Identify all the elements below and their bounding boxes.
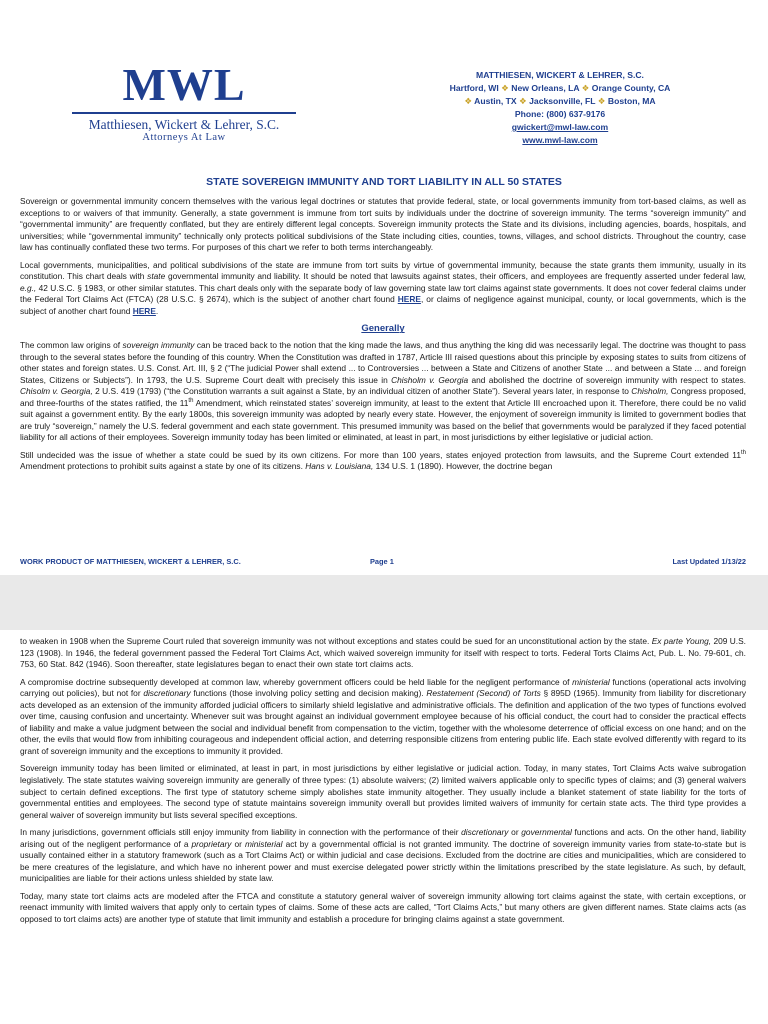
here-link-ftca[interactable]: HERE	[397, 294, 421, 305]
continuation-paragraph: to weaken in 1908 when the Supreme Court ruled that sovereign immunity was not without exceptions and states could be sued for an unconstitutional action by the state. Ex parte Young, 209 U.S. 123 (1908). In 1946, the federal government passed the Federal Tort Claims Act, which waived sovereign immunity for itself with respect to torts. Federal Torts Claims Act, Pub. L. No. 79-601, ch. 753, 60 Stat. 842 (1946). Soon thereafter, state legislatures began to enact their own state tort claims acts.	[20, 636, 746, 670]
diamond-icon: ❖	[464, 96, 473, 106]
footer-page-number: Page 1	[370, 557, 394, 566]
office-location: New Orleans, LA	[511, 83, 580, 93]
section-heading-generally: Generally	[361, 323, 405, 335]
generally-paragraph-1: The common law origins of sovereign immunity can be traced back to the notion that the king made the laws, and thus anything the king did was necessarily legal. The doctrine was thought to pass through to the several states before the founding of this country. When the Constitution was drafted in 1787, Article III raised questions about this principle by exposing states to suits from citizens of other states and foreign states. U.S. Const. Art. III, § 2 (“The judicial Power shall extend ... to Controversies ... between a State and Citizens of another State ... and between a State ... and foreign States, Citizens or Subjects”). In 1793, the U.S. Supreme Court dealt with precisely this issue in Chisholm v. Georgia and abolished the doctrine of sovereign immunity with respect to states. Chisolm v. Georgia, 2 U.S. 419 (1793) (“the Constitution warrants a suit against a State, by an individual citizen of another State”). Several years later, in response to Chisholm, Congress proposed, and three-fourths of the states ratified, the 11th Amendment, which reinstated states’ sovereign immunity, at least to the extent that Article III encroached upon it. Therefore, there could be no valid suit against a government entity. By the early 1800s, this sovereign immunity was adopted by nearly every state. However, the enjoyment of sovereign immunity is limited to government bodies that are truly “sovereign,” namely the U.S. federal government and each state government. This presumed immunity was based on the belief that governments would be paralyzed if they faced potential liability for all actions of their employees. Sovereign immunity today has been limited or eliminated, at least in part, in most jurisdictions by either legislative or judicial action.	[20, 340, 747, 443]
email-link[interactable]: gwickert@mwl-law.com	[511, 122, 609, 132]
page-2-body	[20, 636, 746, 932]
office-location: Austin, TX	[474, 96, 517, 106]
diamond-icon: ❖	[581, 83, 590, 93]
office-location: Jacksonville, FL	[529, 96, 596, 106]
diamond-icon: ❖	[501, 83, 509, 93]
document-title: STATE SOVEREIGN IMMUNITY AND TORT LIABILITY IN ALL 50 STATES	[206, 176, 562, 188]
office-location: Orange County, CA	[591, 83, 671, 93]
office-location: Hartford, WI	[449, 83, 499, 93]
page-2	[0, 630, 768, 1024]
offices-line-1	[410, 82, 710, 95]
here-link-municipal[interactable]: HERE	[132, 305, 156, 316]
footer-work-product: WORK PRODUCT OF MATTHIESEN, WICKERT & LEHRER, S.C.	[20, 557, 241, 566]
offices-line-2	[410, 95, 710, 108]
firm-logo	[66, 60, 302, 144]
intro-paragraph-1: Sovereign or governmental immunity concern themselves with the various legal doctrines or statutes that provide federal, state, or local governments immunity from tort-based claims, as well as exceptions to or waivers of that immunity. Generally, a state government is immune from tort suits by individuals under the doctrine of sovereign immunity. The terms “sovereign immunity” and “governmental immunity” are frequently conflated, but they are entirely different legal concepts. Sovereign immunity protects the State and its divisions, including agencies, boards, hospitals, and universities; while “governmental immunity” technically only protects political subdivisions of the State including cities, counties, towns, villages, and school districts. Throughout the country, case law has continually conflated these two terms. For purposes of this chart we refer to both terms interchangeably.	[20, 196, 746, 253]
diamond-icon: ❖	[597, 96, 606, 106]
generally-paragraph-2: Still undecided was the issue of whether a state could be sued by its own citizens. For more than 100 years, states enjoyed protection from lawsuits, and the Supreme Court extended 11th Amendment protections to prohibit suits against a state by one of its citizens. Hans v. Louisiana, 134 U.S. 1 (1890). However, the doctrine began	[20, 449, 746, 472]
sovereign-immunity-today-paragraph: Sovereign immunity today has been limited or eliminated, at least in part, in most jurisdictions by either legislative or judicial action. Today, in many states, Tort Claims Acts waive subrogation legislatively. The state statutes waiving sovereign immunity are generally of three types: (1) absolute waivers; (2) limited waivers applicable only to specific types of claims; and (3) general waivers subject to certain defined exceptions. The first type of statutory scheme simply abolishes state immunity altogether. They usually include a blanket statement of state liability for the torts of governmental entities and employees. The second type of statute maintains sovereign immunity overall but provides limited waivers of immunity for certain state acts. The third type provides a general waiver of sovereign immunity but lists several specified exceptions.	[20, 763, 746, 820]
logo-tagline: Attorneys At Law	[142, 132, 226, 143]
logo-firm-name: Matthiesen, Wickert & Lehrer, S.C.	[88, 117, 280, 132]
logo-divider	[72, 112, 296, 114]
intro-paragraph-2: Local governments, municipalities, and political subdivisions of the state are immune from tort suits by virtue of governmental immunity, because the state grants them immunity, usually in its constitution. This chart deals with state governmental immunity and liability. It should be noted that lawsuits against states, their officers, and employees are frequently asserted under federal law, e.g., 42 U.S.C. § 1983, or other similar statutes. This chart deals only with the separate body of law governing state law tort claims against state governments. It does not cover federal claims under the Federal Tort Claims Act (FTCA) (28 U.S.C. § 2674), which is the subject of another chart found HERE, or claims of negligence against municipal, county, or local governments, which is the subject of another chart found HERE.	[20, 259, 746, 316]
compromise-doctrine-paragraph: A compromise doctrine subsequently developed at common law, whereby government officers could be held liable for the negligent performance of ministerial functions (operational acts involving carrying out policies), but not for discretionary functions (those involving policy setting and decision making). Restatement (Second) of Torts § 895D (1965). Immunity from liability for discretionary acts developed as an extension of the immunity afforded judicial officers to similarly shield legislative and administrative officials. The definition and application of the two types of functions evolved over time, causing confusion and uncertainty. Whenever suit was brought against an individual government employee because of his official conduct, the court had to consider the practical effects of liability and make a value judgment between the social and individual benefit from compensation to the victim, together with the wholesome deterrence of official excess on one hand; and on the other, the evils that would flow from inhibiting courageous and independent official action, and deterring responsible citizens from entering public life. Each state evolved differently with regard to its grant of sovereign immunity and the exceptions to immunity it provided.	[20, 676, 747, 756]
firm-name: MATTHIESEN, WICKERT & LEHRER, S.C.	[476, 70, 644, 80]
phone-number: Phone: (800) 637-9176	[514, 109, 606, 119]
logo-mark: MWL	[122, 59, 246, 110]
office-location: Boston, MA	[607, 96, 656, 106]
diamond-icon: ❖	[519, 96, 527, 106]
jurisdictions-paragraph: In many jurisdictions, government officials still enjoy immunity from liability in connection with the performance of their discretionary or governmental functions and acts. On the other hand, liability arising out of the negligent performance of a proprietary or ministerial act by a governmental official is not granted immunity. The doctrine of sovereign immunity varies from state-to-state but is usually contained either in a statutory framework (such as a Tort Claims Act) or within judicial and case decisions. Excluded from the doctrine are cities and municipalities, which are considered to be mere creatures of the legislature, and which have no inherent power and must exercise delegated power strictly within the limitations prescribed by the state legislature. As such, by default, municipalities are liable for their actions unless shielded by state law.	[20, 827, 746, 884]
footer-last-updated: Last Updated 1/13/22	[672, 557, 746, 566]
website-link[interactable]: www.mwl-law.com	[522, 135, 598, 145]
contact-block	[410, 69, 710, 147]
page-1-body	[20, 196, 746, 479]
state-tort-claims-paragraph: Today, many state tort claims acts are modeled after the FTCA and constitute a statutory general waiver of sovereign immunity allowing tort claims against the state, with certain exceptions, or reenact immunity with limited waivers that apply only to certain types of claims. Some of these acts are called, “Tort Claims Acts,” but many others are given different names. State claims acts (as opposed to tort claims acts) are another type of statute that limit immunity and establish a procedure for bringing claims against a state government.	[20, 890, 746, 925]
page-separator	[0, 575, 768, 630]
